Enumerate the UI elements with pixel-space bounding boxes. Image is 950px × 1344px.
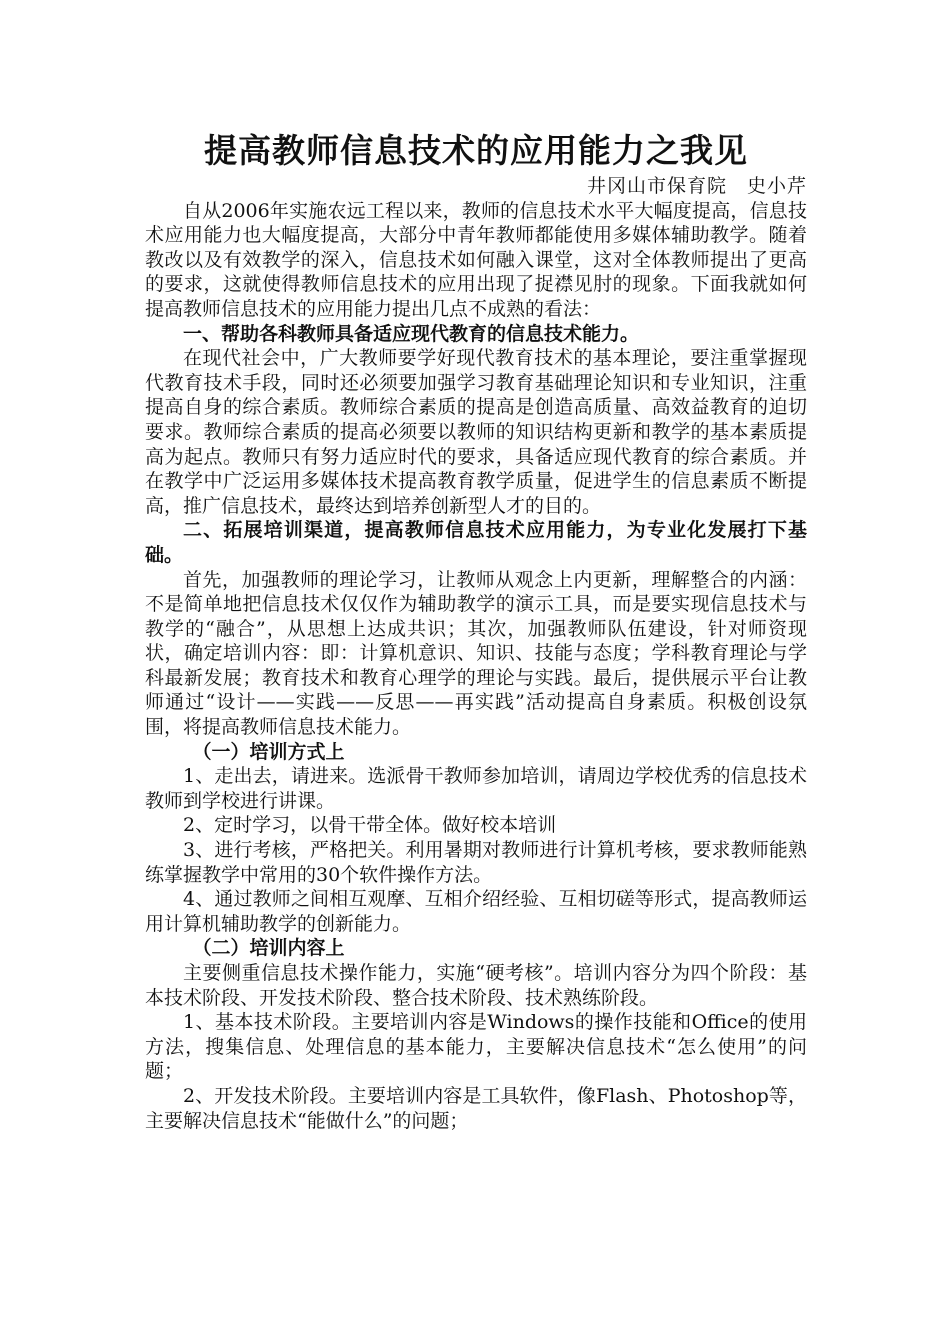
list-item: 4、通过教师之间相互观摩、互相介绍经验、互相切磋等形式，提高教师运用计算机辅助教学的创新能力。 xyxy=(145,888,807,935)
list-item: 3、进行考核，严格把关。利用暑期对教师进行计算机考核，要求教师能熟练掌握教学中常用的30个软件操作方法。 xyxy=(145,839,807,886)
document-page xyxy=(145,128,807,1133)
section-heading-1: 一、帮助各科教师具备适应现代教育的信息技术能力。 xyxy=(183,322,640,345)
paragraph-training-content: 主要侧重信息技术操作能力，实施“硬考核”。培训内容分为四个阶段：基本技术阶段、开发技术阶段、整合技术阶段、技术熟练阶段。 xyxy=(145,962,807,1009)
author-line: 井冈山市保育院 史小芹 xyxy=(586,175,807,197)
subsection-heading-2: （二）培训内容上 xyxy=(192,937,345,960)
subsection-heading-1: （一）培训方式上 xyxy=(192,740,345,763)
paragraph-section-1: 在现代社会中，广大教师要学好现代教育技术的基本理论，要注重掌握现代教育技术手段，同时还必须要加强学习教育基础理论知识和专业知识，注重提高自身的综合素质。教师综合素质的提高是创造高质量、高效益教育的迫切要求。教师综合素质的提高必须要以教师的知识结构更新和教学的基本素质提高为起点。教师只有努力适应时代的要求，具备适应现代教育的综合素质。并在教学中广泛运用多媒体技术提高教育教学质量，促进学生的信息素质不断提高，推广信息技术，最终达到培养创新型人才的目的。 xyxy=(145,347,807,517)
section-heading-2: 二、拓展培训渠道，提高教师信息技术应用能力，为专业化发展打下基础。 xyxy=(145,519,807,566)
document-title: 提高教师信息技术的应用能力之我见 xyxy=(204,131,748,170)
list-item: 2、开发技术阶段。主要培训内容是工具软件，像Flash、Photoshop等，主要解决信息技术“能做什么”的问题； xyxy=(145,1084,807,1132)
paragraph-intro: 自从2006年实施农远工程以来，教师的信息技术水平大幅度提高，信息技术应用能力也大幅度提高，大部分中青年教师都能使用多媒体辅助教学。随着教改以及有效教学的深入，信息技术如何融入课堂，这对全体教师提出了更高的要求，这就使得教师信息技术的应用出现了捉襟见肘的现象。下面我就如何提高教师信息技术的应用能力提出几点不成熟的看法： xyxy=(145,199,807,320)
paragraph-section-2: 首先，加强教师的理论学习，让教师从观念上内更新，理解整合的内涵：不是简单地把信息技术仅仅作为辅助教学的演示工具，而是要实现信息技术与教学的“融合”，从思想上达成共识；其次，加强教师队伍建设，针对师资现状，确定培训内容：即：计算机意识、知识、技能与态度；学科教育理论与学科最新发展；教育技术和教育心理学的理论与实践。最后，提供展示平台让教师通过“设计——实践——反思——再实践”活动提高自身素质。积极创设氛围，将提高教师信息技术能力。 xyxy=(145,568,807,739)
list-item: 1、基本技术阶段。主要培训内容是Windows的操作技能和Office的使用方法，搜集信息、处理信息的基本能力，主要解决信息技术“怎么使用”的问题； xyxy=(145,1011,807,1083)
list-item: 2、定时学习，以骨干带全体。做好校本培训 xyxy=(183,814,557,837)
list-item: 1、走出去，请进来。选派骨干教师参加培训，请周边学校优秀的信息技术教师到学校进行讲课。 xyxy=(145,765,807,812)
